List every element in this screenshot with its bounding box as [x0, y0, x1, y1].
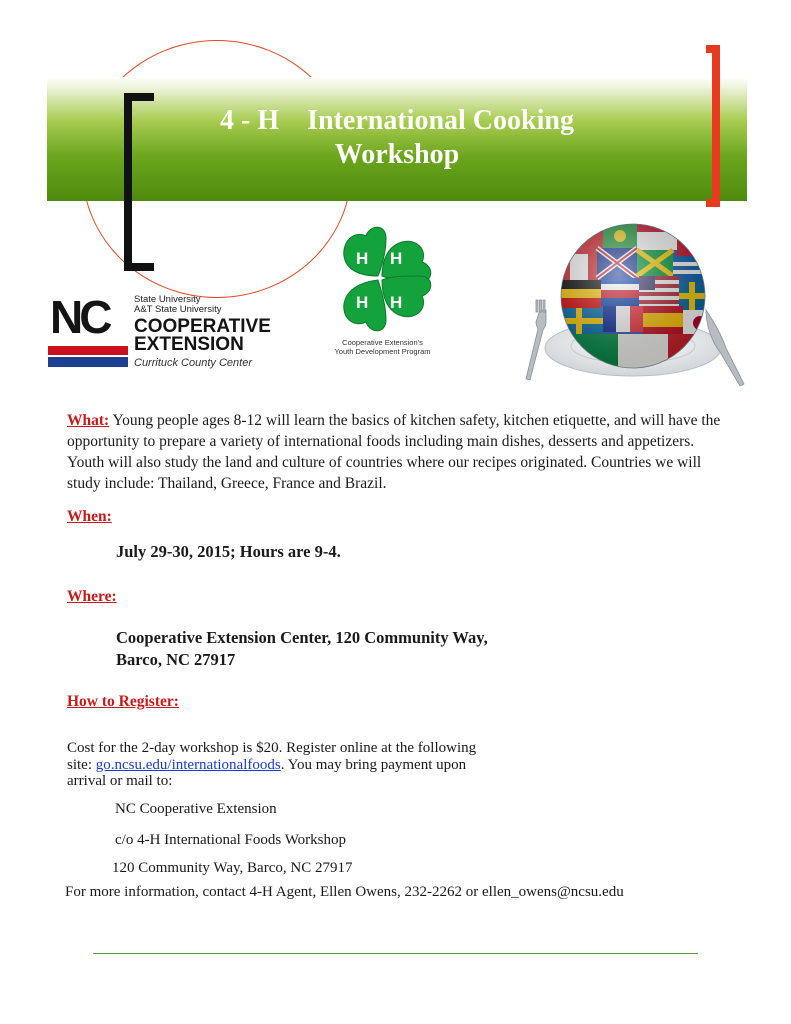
- where-label: Where:: [67, 588, 117, 605]
- svg-text:H: H: [356, 249, 369, 268]
- 4h-clover-icon: [320, 220, 440, 336]
- register-text-3: arrival or mail to:: [67, 773, 173, 789]
- globe-plate-illustration: [508, 218, 753, 398]
- nc-logo-university-2: A&T State University: [134, 304, 222, 315]
- what-text: Young people ages 8-12 will learn the basics of kitchen safety, kitchen etiquette, and will have the opportunity to prepare a variety of international foods including main dishes, desserts and appetizers. Youth will also study the land and culture of countries where our recipes originated. Countries we will study include: Thailand, Greece, France and Brazil.: [67, 412, 721, 492]
- when-text: July 29-30, 2015; Hours are 9-4.: [116, 542, 341, 561]
- clover-caption-line-1: Cooperative Extension's: [342, 338, 423, 347]
- register-label: How to Register:: [67, 693, 179, 710]
- nc-cooperative-extension-logo: [48, 291, 273, 372]
- nc-logo-county: Currituck County Center: [134, 357, 252, 369]
- where-line-2: Barco, NC 27917: [116, 650, 236, 669]
- when-label: When:: [67, 508, 112, 525]
- svg-text:H: H: [356, 293, 369, 312]
- svg-text:H: H: [390, 249, 403, 268]
- svg-text:H: H: [390, 293, 403, 312]
- where-line-1: Cooperative Extension Center, 120 Community Way,: [116, 628, 488, 647]
- page-title: 4 - H International Cooking Workshop: [220, 105, 574, 170]
- mail-address-line-2: c/o 4-H International Foods Workshop: [115, 832, 346, 848]
- what-label: What:: [67, 412, 110, 429]
- nc-logo-university-1: State University: [134, 294, 201, 305]
- footer-divider: [93, 953, 698, 954]
- right-bracket-decoration: [706, 45, 720, 207]
- clover-caption-line-2: Youth Development Program: [334, 347, 431, 356]
- contact-info: For more information, contact 4-H Agent, Ellen Owens, 232-2262 or ellen_owens@ncsu.edu: [65, 884, 624, 900]
- what-paragraph: [67, 410, 727, 494]
- nc-logo-letters: NC: [50, 291, 109, 343]
- mail-address-line-1: NC Cooperative Extension: [115, 801, 277, 817]
- registration-link[interactable]: go.ncsu.edu/internationalfoods: [95, 757, 281, 773]
- nc-logo-red-stripe: [48, 346, 128, 355]
- nc-logo-cooperative: COOPERATIVE: [134, 316, 271, 337]
- mail-address-line-3: 120 Community Way, Barco, NC 27917: [112, 860, 353, 876]
- register-text-1: Cost for the 2-day workshop is $20. Register online at the following: [67, 740, 477, 756]
- nc-logo-extension: EXTENSION: [134, 334, 244, 355]
- nc-logo-blue-stripe: [48, 357, 128, 367]
- left-bracket-decoration: [124, 93, 154, 271]
- fork-icon: [526, 300, 546, 380]
- register-text-2: site: go.ncsu.edu/internationalfoods. You may bring payment upon: [67, 757, 467, 773]
